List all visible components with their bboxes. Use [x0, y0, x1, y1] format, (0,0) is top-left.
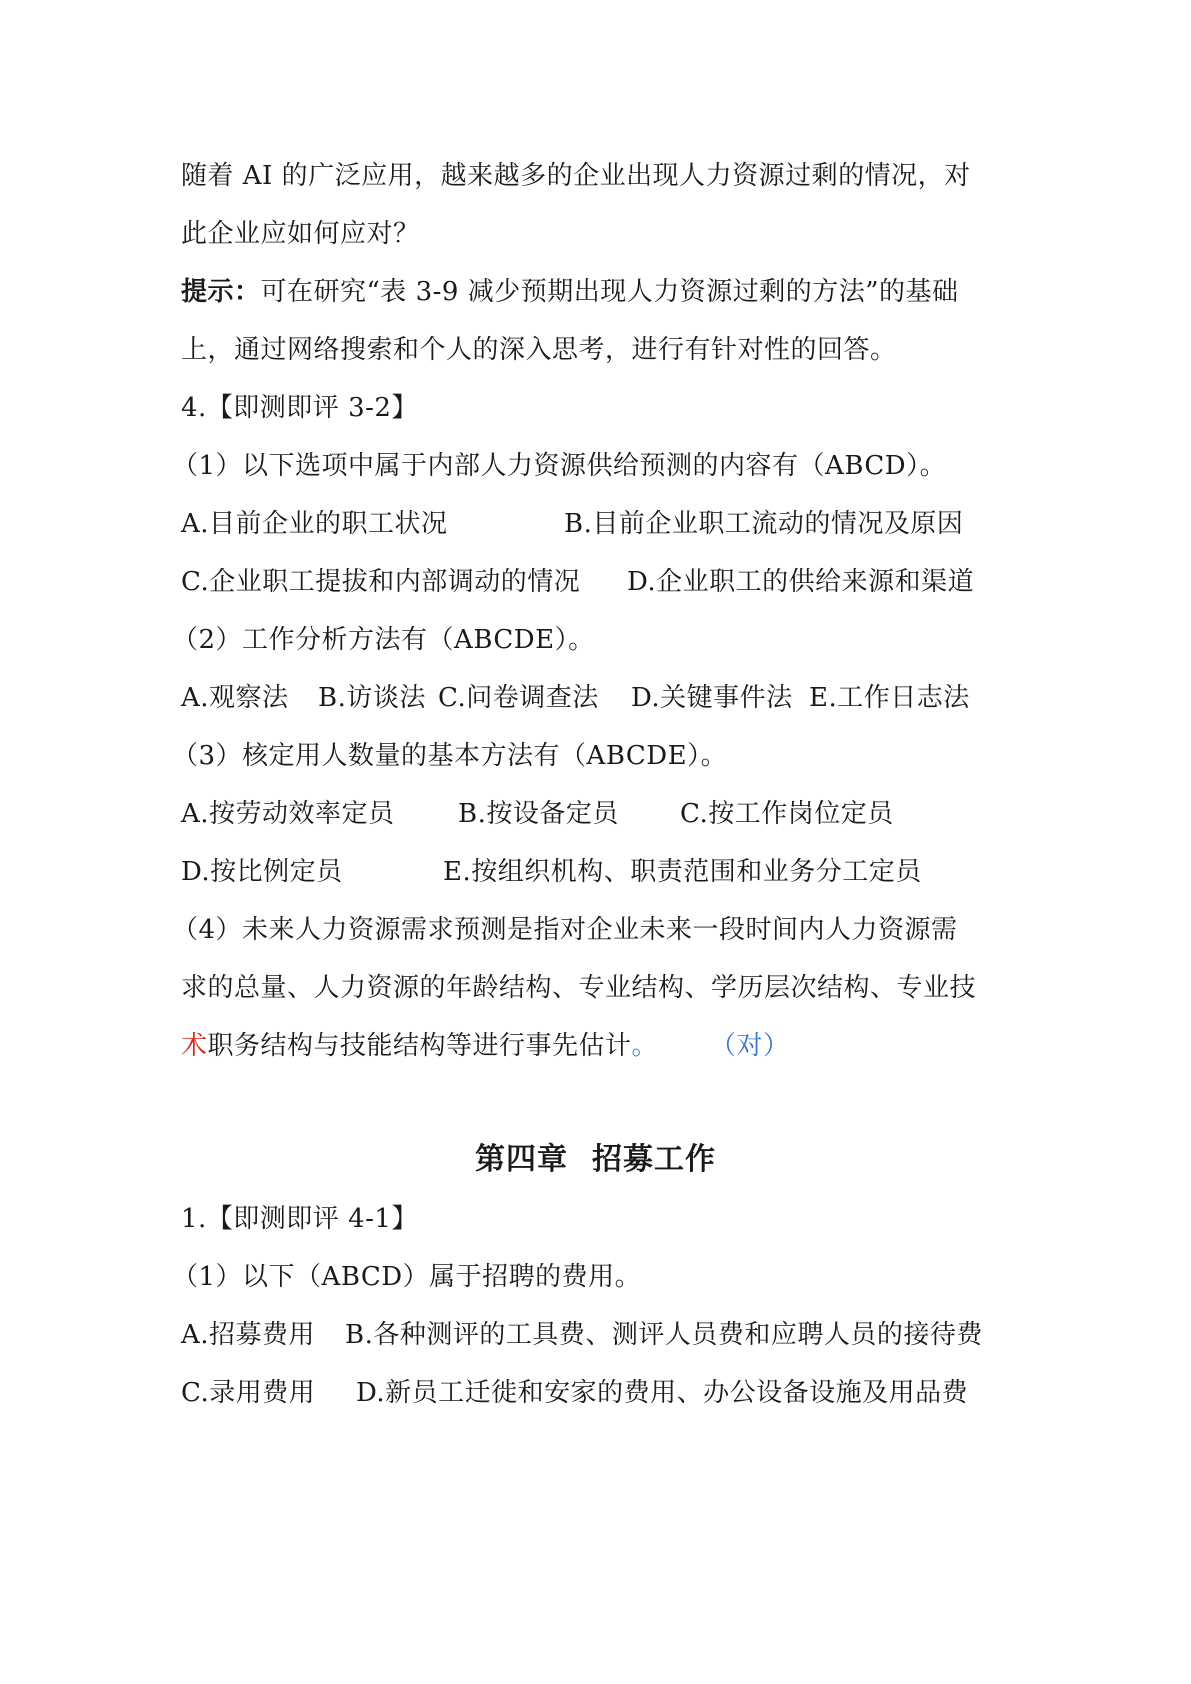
highlight-red-text: 术 [181, 1031, 208, 1061]
option-b: B.按设备定员 [458, 799, 619, 829]
section-title-text: 4.【即测即评 3-2】 [181, 393, 418, 423]
answer-text: （对） [710, 1031, 790, 1061]
option-b: B.目前企业职工流动的情况及原因 [564, 509, 964, 539]
option-c: C.企业职工提拔和内部调动的情况 [181, 567, 581, 597]
option-a: A.招募费用 [181, 1320, 316, 1350]
option-c: C.问卷调查法 [438, 683, 599, 713]
paragraph-text: 随着 AI 的广泛应用，越来越多的企业出现人力资源过剩的情况，对 [181, 161, 971, 191]
option-e: E.工作日志法 [809, 683, 970, 713]
hint-text: 上，通过网络搜索和个人的深入思考，进行有针对性的回答。 [181, 335, 897, 365]
options-row [181, 675, 1021, 721]
option-a: A.目前企业的职工状况 [181, 509, 448, 539]
option-b: B.访谈法 [318, 683, 426, 713]
question-stem-text: （3）核定用人数量的基本方法有（ABCDE）。 [172, 741, 728, 771]
chapter-title: 招募工作 [592, 1142, 716, 1177]
options-row [181, 791, 1021, 837]
option-d: D.按比例定员 [181, 857, 343, 887]
section-title [181, 1196, 1021, 1242]
section-title-text: 1.【即测即评 4-1】 [181, 1204, 418, 1234]
option-d: D.企业职工的供给来源和渠道 [627, 567, 975, 597]
question-stem [172, 617, 1021, 663]
options-row [181, 1370, 1021, 1416]
highlight-blue-text: 。 [631, 1031, 659, 1061]
options-row [181, 849, 1021, 895]
option-a: A.观察法 [181, 683, 289, 713]
question-stem-text: （1）以下选项中属于内部人力资源供给预测的内容有（ABCD）。 [172, 451, 947, 481]
question-stem [172, 443, 1021, 489]
hint-text: 可在研究“表 3-9 减少预期出现人力资源过剩的方法”的基础 [260, 277, 959, 307]
question-stem-text: 求的总量、人力资源的年龄结构、专业结构、学历层次结构、专业技 [181, 973, 977, 1003]
option-e: E.按组织机构、职责范围和业务分工定员 [443, 857, 922, 887]
question-stem [172, 1254, 1021, 1300]
question-stem [172, 907, 1021, 953]
question-stem-text: （2）工作分析方法有（ABCDE）。 [172, 625, 595, 655]
option-a: A.按劳动效率定员 [181, 799, 395, 829]
question-stem-text: （4）未来人力资源需求预测是指对企业未来一段时间内人力资源需 [172, 915, 958, 945]
question-stem-text: （1）以下（ABCD）属于招聘的费用。 [172, 1262, 642, 1292]
hint-line [181, 327, 1021, 373]
paragraph-line [181, 211, 1021, 257]
question-stem [181, 1023, 1021, 1069]
options-row [181, 559, 1021, 605]
question-stem [181, 965, 1021, 1011]
options-row [181, 501, 1021, 547]
option-c: C.按工作岗位定员 [680, 799, 894, 829]
option-c: C.录用费用 [181, 1378, 316, 1408]
section-title [181, 385, 1021, 431]
hint-label: 提示： [181, 277, 261, 307]
question-stem [172, 733, 1021, 779]
paragraph-line [181, 153, 1021, 199]
option-d: D.新员工迁徙和安家的费用、办公设备设施及用品费 [356, 1378, 969, 1408]
option-d: D.关键事件法 [631, 683, 793, 713]
chapter-number: 第四章 [475, 1142, 568, 1177]
options-row [181, 1312, 1021, 1358]
hint-line [181, 269, 1021, 315]
paragraph-text: 此企业应如何应对？ [181, 219, 420, 249]
chapter-heading [0, 1135, 1191, 1185]
question-stem-text: 职务结构与技能结构等进行事先估计 [207, 1031, 632, 1061]
option-b: B.各种测评的工具费、测评人员费和应聘人员的接待费 [345, 1320, 983, 1350]
